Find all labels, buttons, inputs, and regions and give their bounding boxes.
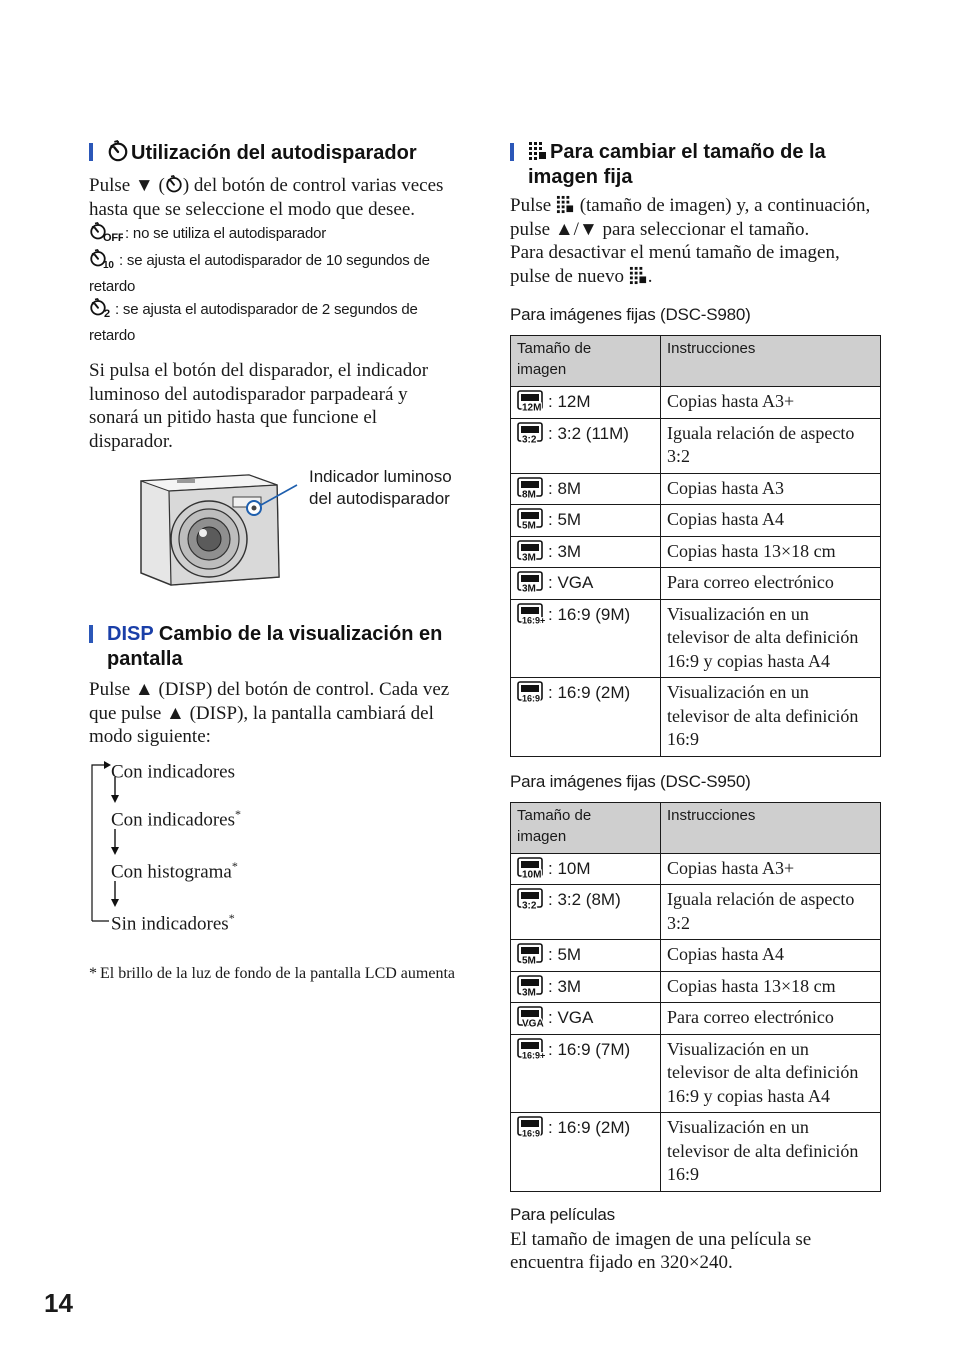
self-timer-off-icon	[89, 222, 123, 249]
table-row	[511, 971, 881, 1003]
image-size-badge-icon	[517, 975, 547, 997]
instructions-cell: Copias hasta 13×18 cm	[661, 536, 881, 568]
image-size-badge-icon	[517, 603, 547, 625]
table-row	[511, 387, 881, 419]
display-footnote: * El brillo de la luz de fondo de la pantalla LCD aumenta	[89, 964, 455, 982]
svg-text:8M: 8M	[522, 489, 536, 499]
instructions-cell: Visualización en un televisor de alta definición 16:9	[661, 678, 881, 757]
self-timer-option-off: OFF : no se utiliza el autodisparador	[89, 222, 461, 249]
svg-text:10M: 10M	[522, 869, 542, 879]
instructions-cell: Iguala relación de aspecto 3:2	[661, 885, 881, 940]
table-row	[511, 505, 881, 537]
instructions-cell: Visualización en un televisor de alta definición 16:9 y copias hasta A4	[661, 599, 881, 678]
display-mode-flow	[89, 757, 461, 937]
svg-text:5M: 5M	[522, 955, 536, 965]
table-row	[511, 568, 881, 600]
svg-text:3:2: 3:2	[522, 900, 537, 910]
table-caption: Para imágenes fijas (DSC-S980)	[510, 305, 751, 324]
size-cell: 16:9 : 16:9 (2M)	[511, 678, 661, 757]
image-size-badge-icon	[517, 540, 547, 562]
header-instructions: Instrucciones	[661, 802, 881, 853]
movies-text: El tamaño de imagen de una película se encuentra fijado en 320×240.	[510, 1228, 812, 1273]
svg-text:3M: 3M	[522, 552, 536, 562]
right-column	[510, 140, 882, 1275]
table-header-row	[511, 336, 881, 387]
image-size-intro: Pulse (tamaño de imagen) y, a continuación, pulse ▲/▼ para seleccionar el tamaño. Para desactivar el menú tamaño de imagen, pulse de nuevo .	[510, 195, 871, 287]
self-timer-10s-icon	[89, 249, 117, 276]
self-timer-icon	[165, 175, 183, 193]
image-size-icon	[556, 195, 575, 214]
heading-accent-bar	[89, 625, 93, 643]
camera-illustration	[89, 467, 461, 598]
table-row	[511, 678, 881, 757]
image-size-badge-icon	[517, 857, 547, 879]
left-column	[89, 140, 461, 985]
svg-text:5M: 5M	[522, 520, 536, 530]
instructions-cell: Copias hasta A3	[661, 473, 881, 505]
image-size-badge-icon	[517, 943, 547, 965]
flow-item: Sin indicadores*	[111, 910, 235, 934]
self-timer-icon	[107, 140, 129, 162]
image-size-badge-icon	[517, 1038, 547, 1060]
svg-text:12M: 12M	[522, 402, 542, 412]
image-size-badge-icon	[517, 681, 547, 703]
size-cell: 16:9+ : 16:9 (7M)	[511, 1034, 661, 1113]
header-image-size: Tamaño de imagen	[511, 336, 661, 387]
image-size-badge-icon	[517, 390, 547, 412]
page-number: 14	[44, 1288, 73, 1318]
size-cell: 3M : VGA	[511, 568, 661, 600]
instructions-cell: Copias hasta 13×18 cm	[661, 971, 881, 1003]
flow-item: Con histograma*	[111, 858, 238, 882]
self-timer-option-2: 2 : se ajusta el autodisparador de 2 segundos de retardo	[89, 298, 461, 347]
size-cell: 16:9 : 16:9 (2M)	[511, 1113, 661, 1192]
instructions-cell: Para correo electrónico	[661, 568, 881, 600]
instructions-cell: Copias hasta A4	[661, 505, 881, 537]
table-row	[511, 1034, 881, 1113]
image-size-badge-icon	[517, 571, 547, 593]
image-size-badge-icon	[517, 888, 547, 910]
self-timer-option-10: 10 : se ajusta el autodisparador de 10 segundos de retardo	[89, 249, 461, 298]
header-instructions: Instrucciones	[661, 336, 881, 387]
size-cell: 3M : 3M	[511, 536, 661, 568]
size-cell: VGA : VGA	[511, 1003, 661, 1035]
display-heading: DISP Cambio de la visualización en pantalla	[89, 622, 461, 672]
size-cell: 5M : 5M	[511, 505, 661, 537]
svg-text:16:9+: 16:9+	[522, 1050, 546, 1060]
flow-item: Con indicadores	[111, 760, 236, 782]
table-row	[511, 1113, 881, 1192]
self-timer-options	[89, 222, 461, 347]
size-cell: 10M : 10M	[511, 853, 661, 885]
svg-text:VGA: VGA	[522, 1018, 544, 1028]
instructions-cell: Copias hasta A3+	[661, 853, 881, 885]
instructions-cell: Iguala relación de aspecto 3:2	[661, 418, 881, 473]
svg-text:3M: 3M	[522, 987, 536, 997]
image-size-icon	[629, 266, 648, 285]
image-size-badge-icon	[517, 422, 547, 444]
svg-text:16:9+: 16:9+	[522, 615, 546, 625]
svg-text:OFF: OFF	[103, 232, 123, 242]
instructions-cell: Visualización en un televisor de alta definición 16:9	[661, 1113, 881, 1192]
heading-accent-bar	[510, 143, 514, 161]
image-size-badge-icon	[517, 508, 547, 530]
instructions-cell: Copias hasta A3+	[661, 387, 881, 419]
table-row	[511, 418, 881, 473]
self-timer-intro: Pulse ▼ ( ) del botón de control varias veces hasta que se seleccione el modo que desee.	[89, 175, 444, 220]
table-row	[511, 853, 881, 885]
movies-caption: Para películas	[510, 1204, 615, 1224]
size-cell: 16:9+ : 16:9 (9M)	[511, 599, 661, 678]
heading-accent-bar	[89, 143, 93, 161]
table-row	[511, 940, 881, 972]
image-size-table	[510, 802, 881, 1192]
table-row	[511, 599, 881, 678]
instructions-cell: Para correo electrónico	[661, 1003, 881, 1035]
image-size-tables	[510, 304, 882, 1192]
self-timer-body: Si pulsa el botón del disparador, el indicador luminoso del autodisparador parpadeará y sonará un pitido hasta que funcione el disparador.	[89, 360, 429, 452]
table-row	[511, 536, 881, 568]
self-timer-heading: Utilización del autodisparador	[89, 140, 461, 166]
svg-text:2: 2	[104, 308, 110, 318]
table-row	[511, 1003, 881, 1035]
instructions-cell: Copias hasta A4	[661, 940, 881, 972]
svg-text:3M: 3M	[522, 583, 536, 593]
image-size-table	[510, 335, 881, 757]
svg-text:3:2: 3:2	[522, 434, 537, 444]
image-size-heading: Para cambiar el tamaño de la imagen fija	[510, 140, 882, 190]
size-cell: 8M : 8M	[511, 473, 661, 505]
image-size-badge-icon	[517, 477, 547, 499]
image-size-icon	[528, 141, 548, 161]
camera-image	[137, 473, 337, 588]
size-cell: 5M : 5M	[511, 940, 661, 972]
image-size-badge-icon	[517, 1116, 547, 1138]
table-row	[511, 885, 881, 940]
table-header-row	[511, 802, 881, 853]
svg-text:16:9: 16:9	[522, 693, 541, 703]
self-timer-2s-icon	[89, 298, 113, 325]
disp-label: DISP	[107, 623, 154, 645]
size-cell: 3:2 : 3:2 (11M)	[511, 418, 661, 473]
size-cell: 3M : 3M	[511, 971, 661, 1003]
table-row	[511, 473, 881, 505]
size-cell: 3:2 : 3:2 (8M)	[511, 885, 661, 940]
size-cell: 12M : 12M	[511, 387, 661, 419]
display-body: Pulse ▲ (DISP) del botón de control. Cada vez que pulse ▲ (DISP), la pantalla cambiará del modo siguiente:	[89, 679, 450, 747]
svg-text:16:9: 16:9	[522, 1128, 541, 1138]
table-caption: Para imágenes fijas (DSC-S950)	[510, 771, 751, 791]
self-timer-lamp-callout: Indicador luminoso del autodisparador	[309, 467, 452, 508]
image-size-badge-icon	[517, 1006, 547, 1028]
header-image-size: Tamaño de imagen	[511, 802, 661, 853]
instructions-cell: Visualización en un televisor de alta definición 16:9 y copias hasta A4	[661, 1034, 881, 1113]
flow-item: Con indicadores*	[111, 806, 242, 830]
svg-text:10: 10	[103, 260, 114, 269]
